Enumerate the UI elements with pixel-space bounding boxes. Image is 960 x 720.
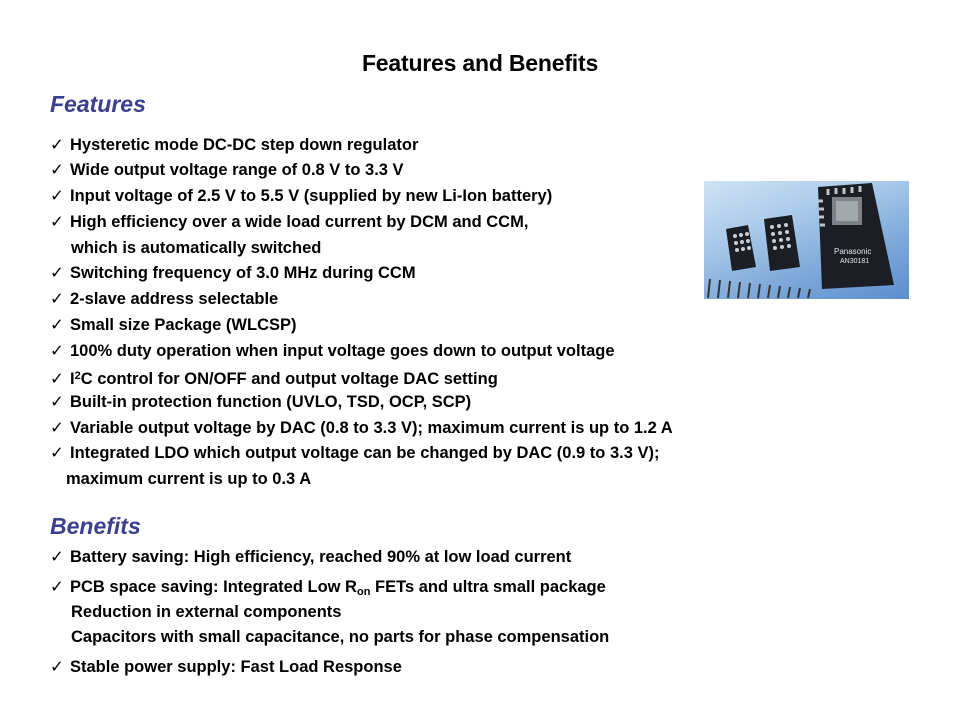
superscript: 2 bbox=[74, 370, 81, 382]
checkmark-icon: ✓ bbox=[50, 187, 64, 205]
checkmark-icon: ✓ bbox=[50, 419, 64, 437]
benefits-heading: Benefits bbox=[50, 513, 141, 539]
benefit-item bbox=[50, 577, 606, 602]
feature-item bbox=[50, 186, 552, 206]
checkmark-icon: ✓ bbox=[50, 548, 64, 566]
feature-item bbox=[50, 263, 416, 283]
checkmark-icon: ✓ bbox=[50, 444, 64, 462]
feature-item bbox=[50, 212, 528, 232]
feature-item bbox=[50, 289, 278, 309]
feature-text: Hysteretic mode DC-DC step down regulator bbox=[70, 136, 419, 154]
benefit-item bbox=[50, 657, 402, 677]
medium-chip bbox=[764, 215, 800, 271]
chip-photo bbox=[704, 181, 909, 299]
checkmark-icon: ✓ bbox=[50, 290, 64, 308]
ruler-ticks bbox=[708, 279, 810, 298]
feature-text: C control for ON/OFF and output voltage DAC setting bbox=[80, 370, 498, 388]
benefit-item bbox=[50, 547, 571, 567]
benefit-continuation: Capacitors with small capacitance, no parts for phase compensation bbox=[71, 628, 610, 646]
features-heading: Features bbox=[50, 91, 146, 117]
checkmark-icon: ✓ bbox=[50, 213, 64, 231]
feature-text: Small size Package (WLCSP) bbox=[70, 316, 297, 334]
feature-text: Wide output voltage range of 0.8 V to 3.3 V bbox=[70, 161, 404, 179]
page-title: Features and Benefits bbox=[361, 50, 599, 76]
benefit-continuation: Reduction in external components bbox=[71, 603, 342, 621]
feature-text: 100% duty operation when input voltage goes down to output voltage bbox=[70, 342, 615, 360]
feature-text: Input voltage of 2.5 V to 5.5 V (supplied by new Li-Ion battery) bbox=[70, 187, 553, 205]
feature-text: High efficiency over a wide load current by DCM and CCM, bbox=[70, 213, 529, 231]
feature-text: 2-slave address selectable bbox=[70, 290, 279, 308]
feature-text: Variable output voltage by DAC (0.8 to 3.3 V); maximum current is up to 1.2 A bbox=[70, 419, 673, 437]
subscript: on bbox=[356, 586, 371, 598]
checkmark-icon: ✓ bbox=[50, 658, 64, 676]
feature-text: Built-in protection function (UVLO, TSD, OCP, SCP) bbox=[70, 393, 472, 411]
checkmark-icon: ✓ bbox=[50, 393, 64, 411]
checkmark-icon: ✓ bbox=[50, 578, 64, 596]
feature-item bbox=[50, 418, 673, 438]
benefit-text: Battery saving: High efficiency, reached 90% at low load current bbox=[70, 548, 572, 566]
feature-item bbox=[50, 315, 297, 335]
benefit-text: Stable power supply: Fast Load Response bbox=[70, 658, 402, 676]
checkmark-icon: ✓ bbox=[50, 161, 64, 179]
chip-brand-label: Panasonic bbox=[834, 247, 872, 256]
checkmark-icon: ✓ bbox=[50, 136, 64, 154]
benefit-text: FETs and ultra small package bbox=[370, 578, 606, 596]
feature-item bbox=[50, 443, 659, 463]
feature-item bbox=[50, 392, 471, 412]
benefit-text: PCB space saving: Integrated Low R bbox=[70, 578, 357, 596]
feature-text: Integrated LDO which output voltage can be changed by DAC (0.9 to 3.3 V); bbox=[70, 444, 660, 462]
checkmark-icon: ✓ bbox=[50, 264, 64, 282]
feature-text: I bbox=[70, 370, 75, 388]
large-chip bbox=[818, 183, 894, 289]
small-chip bbox=[726, 225, 756, 271]
ic-packages-illustration bbox=[704, 181, 909, 299]
feature-continuation: maximum current is up to 0.3 A bbox=[66, 470, 312, 488]
chip-part-label: AN30181 bbox=[840, 258, 870, 265]
feature-text: Switching frequency of 3.0 MHz during CCM bbox=[70, 264, 416, 282]
feature-item bbox=[50, 135, 418, 155]
feature-item bbox=[50, 341, 615, 361]
feature-continuation: which is automatically switched bbox=[71, 239, 322, 257]
feature-item bbox=[50, 366, 498, 389]
feature-item bbox=[50, 160, 404, 180]
checkmark-icon: ✓ bbox=[50, 342, 64, 360]
checkmark-icon: ✓ bbox=[50, 370, 64, 388]
checkmark-icon: ✓ bbox=[50, 316, 64, 334]
